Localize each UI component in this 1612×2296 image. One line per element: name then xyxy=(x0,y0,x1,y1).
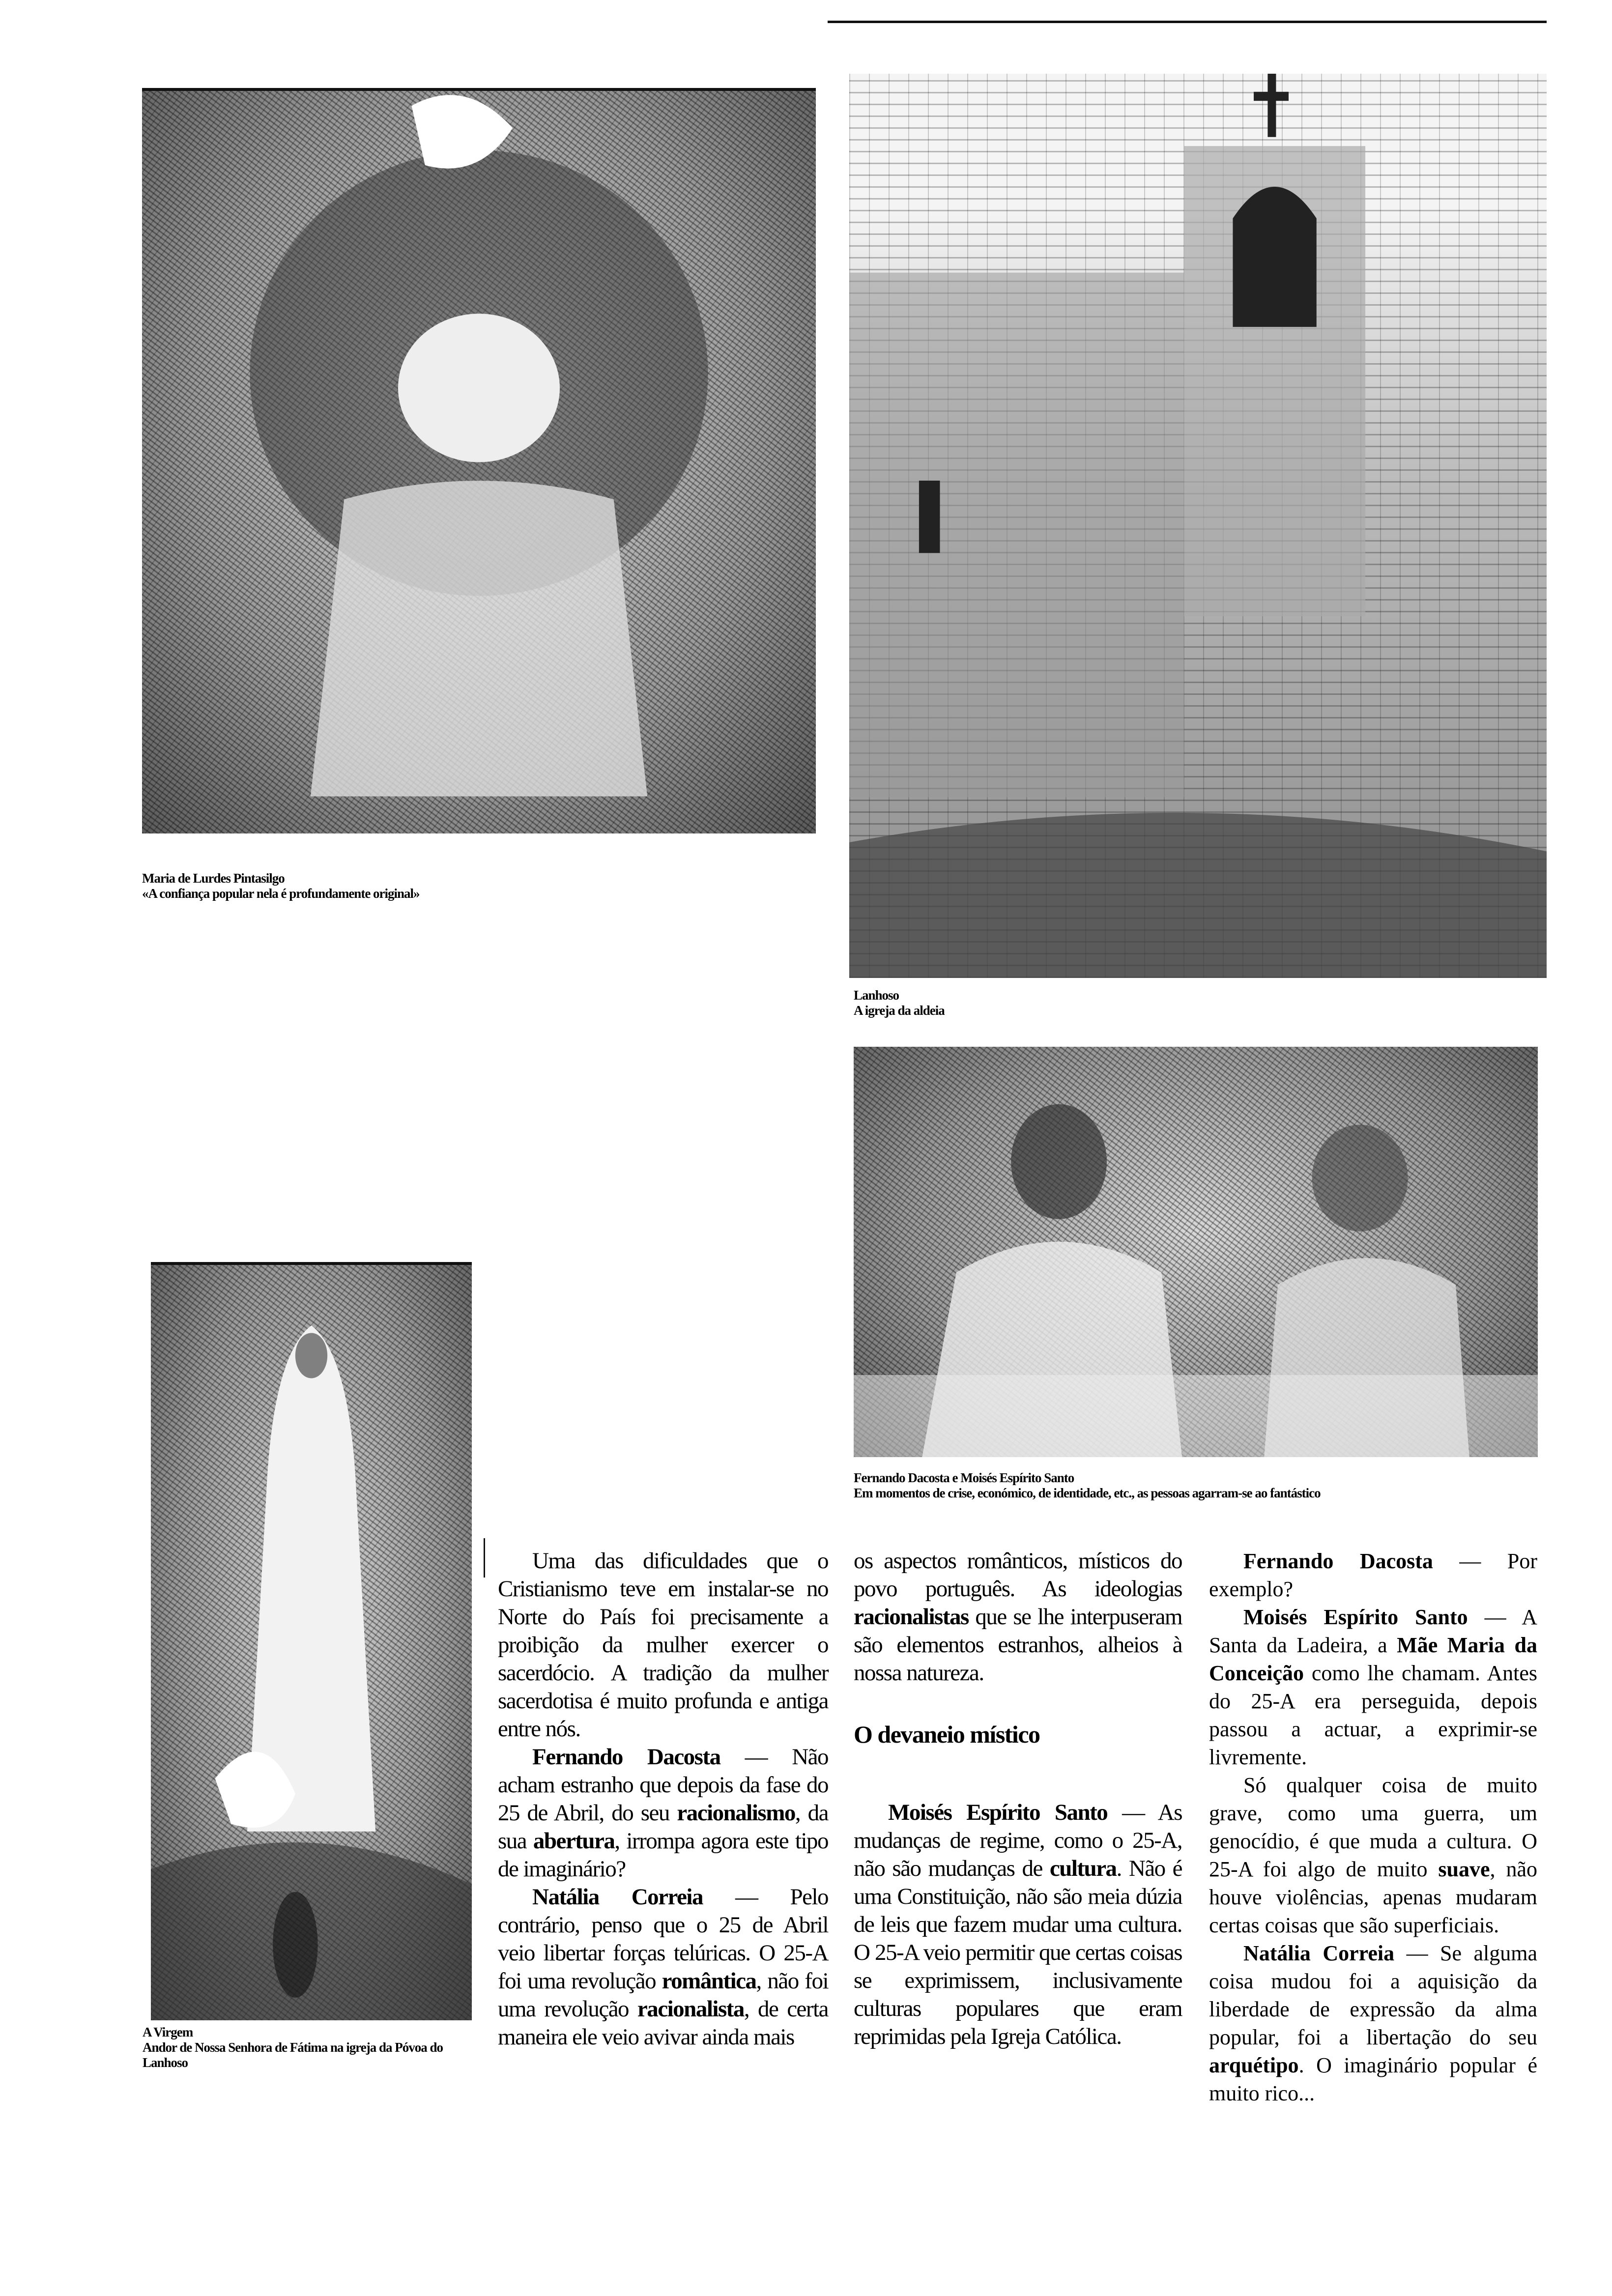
paragraph xyxy=(498,1883,828,2051)
speaker: Moisés Espírito Santo xyxy=(888,1800,1108,1825)
text: , irrompa agora este tipo de imaginário? xyxy=(498,1828,828,1882)
text: os aspectos românticos, místicos do povo português. As ideologias xyxy=(854,1548,1182,1602)
text: — Por exemplo? xyxy=(1209,1549,1538,1601)
emphasis: abertura xyxy=(533,1828,615,1854)
article-column-2 xyxy=(854,1547,1182,1687)
photo-interview xyxy=(854,1047,1538,1457)
paragraph xyxy=(854,1547,1182,1687)
speaker: Natália Correia xyxy=(532,1884,703,1910)
text: . O imaginário popular é muito rico... xyxy=(1209,2053,1537,2105)
emphasis: suave xyxy=(1438,1857,1490,1881)
emphasis: Mãe Maria da Conceição xyxy=(1209,1633,1538,1685)
caption-virgin xyxy=(143,2025,477,2070)
caption-text: «A confiança popular nela é profundamente original» xyxy=(142,886,420,901)
speaker: Fernando Dacosta xyxy=(1243,1549,1433,1573)
caption-interview xyxy=(854,1470,1542,1501)
text: — A Santa da Ladeira, a xyxy=(1209,1605,1537,1657)
text: como lhe chamam. Antes do 25-A era perseguida, depois passou a actuar, a exprimir-se livremente. xyxy=(1209,1661,1537,1769)
top-rule xyxy=(828,21,1547,23)
speaker: Fernando Dacosta xyxy=(532,1744,720,1770)
photo-church xyxy=(849,74,1547,978)
text: que se lhe interpuseram são elementos estranhos, alheios à nossa natureza. xyxy=(854,1604,1182,1686)
caption-church xyxy=(854,988,1149,1018)
text: — Se alguma coisa mudou foi a aquisição da liberdade de expressão da alma popular, foi a libertação do seu xyxy=(1209,1941,1537,2049)
emphasis: cultura xyxy=(1049,1856,1117,1881)
text: Só qualquer coisa de muito grave, como uma guerra, um genocídio, é que muda a cultura. O 25-A foi algo de muito xyxy=(1209,1773,1537,1881)
caption-title: Fernando Dacosta e Moisés Espírito Santo xyxy=(854,1470,1074,1485)
paragraph xyxy=(1209,1603,1537,1771)
emphasis: racionalismo xyxy=(677,1800,795,1826)
article-column-1 xyxy=(498,1547,828,2051)
paragraph xyxy=(1209,1547,1537,1603)
paragraph xyxy=(498,1743,828,1883)
photo-virgin xyxy=(151,1262,472,2020)
paragraph xyxy=(854,1799,1182,2051)
text: , de certa maneira ele veio avivar ainda mais xyxy=(498,1996,828,2050)
caption-text: A igreja da aldeia xyxy=(854,1003,945,1018)
caption-text: Andor de Nossa Senhora de Fátima na igreja da Póvoa do Lanhoso xyxy=(143,2040,443,2070)
text: , da sua xyxy=(498,1800,828,1854)
article-column-3 xyxy=(1209,1547,1537,2107)
speaker: Natália Correia xyxy=(1243,1941,1395,1965)
text: — As mudanças de regime, como o 25-A, não são mudanças de xyxy=(854,1800,1182,1881)
article-column-2-cont xyxy=(854,1799,1182,2051)
emphasis: romântica xyxy=(662,1968,756,1994)
paragraph xyxy=(1209,1771,1537,1939)
text: , não foi uma revolução xyxy=(498,1968,829,2022)
emphasis: racionalistas xyxy=(854,1604,969,1630)
caption-title: Lanhoso xyxy=(854,988,899,1003)
text: . Não é uma Constituição, não são meia dúzia de leis que fazem mudar uma cultura. O 25-A veio permitir que certas coisas se exprimissem, inclusivamente culturas populares que eram reprimidas pela Igreja Católica. xyxy=(854,1856,1182,2049)
caption-title: Maria de Lurdes Pintasilgo xyxy=(142,871,285,886)
emphasis: arquétipo xyxy=(1209,2053,1299,2077)
text: — Não acham estranho que depois da fase do 25 de Abril, do seu xyxy=(498,1744,828,1826)
paragraph xyxy=(1209,1939,1537,2107)
text: — Pelo contrário, penso que o 25 de Abril veio libertar forças telúricas. O 25-A foi uma revolução xyxy=(498,1884,829,1994)
speaker: Moisés Espírito Santo xyxy=(1243,1605,1468,1629)
caption-text: Em momentos de crise, económico, de identidade, etc., as pessoas agarram-se ao fantástico xyxy=(854,1486,1321,1500)
text: , não houve violências, apenas mudaram certas coisas que são superficiais. xyxy=(1209,1857,1537,1937)
caption-title: A Virgem xyxy=(143,2025,193,2039)
subheading: O devaneio místico xyxy=(854,1721,1040,1748)
paragraph: Uma das dificuldades que o Cristianismo teve em instalar-se no Norte do País foi precisamente a proibição da mulher exercer o sacerdócio. A tradição da mulher sacerdotisa é muito profunda e antiga entre nós. xyxy=(498,1548,828,1742)
emphasis: racionalista xyxy=(637,1996,744,2022)
photo-portrait xyxy=(142,88,816,833)
column-rule xyxy=(484,1538,485,1578)
caption-portrait xyxy=(142,871,781,901)
